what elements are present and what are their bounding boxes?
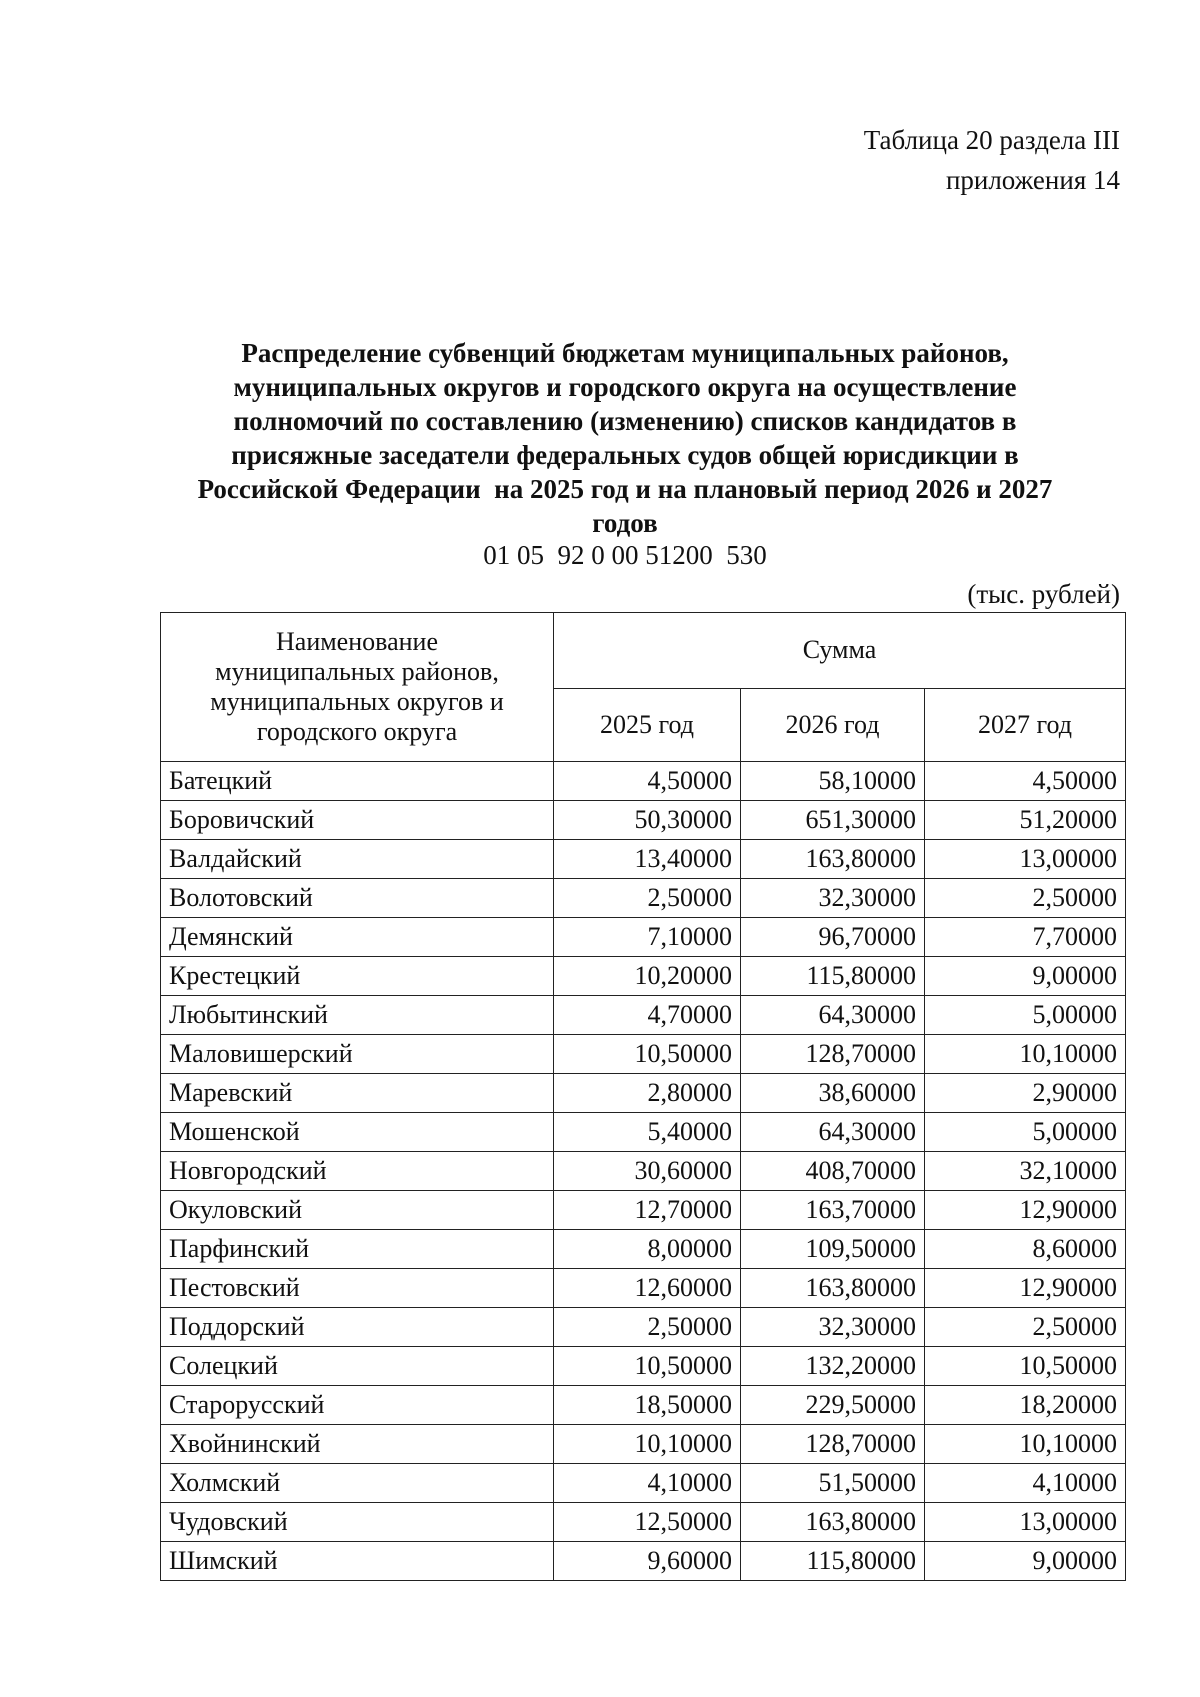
district-name: Валдайский xyxy=(161,840,554,879)
district-name: Крестецкий xyxy=(161,957,554,996)
amount-2026: 229,50000 xyxy=(741,1386,925,1425)
amount-2026: 64,30000 xyxy=(741,996,925,1035)
amount-2027: 4,10000 xyxy=(925,1464,1126,1503)
amount-2026: 51,50000 xyxy=(741,1464,925,1503)
district-name: Чудовский xyxy=(161,1503,554,1542)
amount-2025: 18,50000 xyxy=(554,1386,741,1425)
amount-2025: 50,30000 xyxy=(554,801,741,840)
amount-2027: 13,00000 xyxy=(925,1503,1126,1542)
amount-2025: 5,40000 xyxy=(554,1113,741,1152)
amount-2025: 4,70000 xyxy=(554,996,741,1035)
budget-classification-code: 01 05 92 0 00 51200 530 xyxy=(483,540,767,570)
table-reference-line-2: приложения 14 xyxy=(945,165,1120,195)
header-line: Наименование xyxy=(276,627,438,656)
district-name: Пестовский xyxy=(161,1269,554,1308)
table-row xyxy=(161,840,1126,879)
column-header-2027: 2027 год xyxy=(925,688,1126,762)
title-line: Российской Федерации на 2025 год и на плановый период 2026 и 2027 xyxy=(197,474,1053,504)
amount-2027: 13,00000 xyxy=(925,840,1126,879)
amount-2025: 12,50000 xyxy=(554,1503,741,1542)
table-row xyxy=(161,1035,1126,1074)
table-row xyxy=(161,1503,1126,1542)
district-name: Шимский xyxy=(161,1542,554,1581)
amount-2026: 163,80000 xyxy=(741,840,925,879)
amount-2025: 10,10000 xyxy=(554,1425,741,1464)
table-row xyxy=(161,957,1126,996)
amount-2026: 163,70000 xyxy=(741,1191,925,1230)
amount-2027: 12,90000 xyxy=(925,1269,1126,1308)
amount-2027: 51,20000 xyxy=(925,801,1126,840)
amount-2026: 32,30000 xyxy=(741,1308,925,1347)
district-name: Маревский xyxy=(161,1074,554,1113)
amount-2026: 58,10000 xyxy=(741,762,925,801)
column-header-name xyxy=(161,613,554,762)
table-row xyxy=(161,1308,1126,1347)
amount-2026: 128,70000 xyxy=(741,1425,925,1464)
district-name: Батецкий xyxy=(161,762,554,801)
table-row xyxy=(161,918,1126,957)
title-line: присяжные заседатели федеральных судов общей юрисдикции в xyxy=(231,440,1019,470)
table-row xyxy=(161,1542,1126,1581)
amount-2025: 9,60000 xyxy=(554,1542,741,1581)
district-name: Мошенской xyxy=(161,1113,554,1152)
amount-2026: 651,30000 xyxy=(741,801,925,840)
column-header-2026: 2026 год xyxy=(741,688,925,762)
amount-2026: 109,50000 xyxy=(741,1230,925,1269)
district-name: Боровичский xyxy=(161,801,554,840)
amount-2027: 5,00000 xyxy=(925,1113,1126,1152)
amount-2027: 9,00000 xyxy=(925,1542,1126,1581)
header-line: городского округа xyxy=(256,717,458,746)
amount-2025: 12,70000 xyxy=(554,1191,741,1230)
district-name: Демянский xyxy=(161,918,554,957)
table-row xyxy=(161,1113,1126,1152)
amount-2027: 10,10000 xyxy=(925,1035,1126,1074)
amount-2025: 12,60000 xyxy=(554,1269,741,1308)
amount-2026: 408,70000 xyxy=(741,1152,925,1191)
table-row xyxy=(161,1347,1126,1386)
table-row xyxy=(161,996,1126,1035)
table-row xyxy=(161,1425,1126,1464)
title-line: годов xyxy=(592,508,658,538)
amount-2027: 8,60000 xyxy=(925,1230,1126,1269)
district-name: Окуловский xyxy=(161,1191,554,1230)
amount-2025: 10,20000 xyxy=(554,957,741,996)
amount-2026: 132,20000 xyxy=(741,1347,925,1386)
document-title xyxy=(160,336,1090,540)
amount-2026: 115,80000 xyxy=(741,1542,925,1581)
amount-2025: 2,80000 xyxy=(554,1074,741,1113)
amount-2027: 7,70000 xyxy=(925,918,1126,957)
table-row xyxy=(161,1269,1126,1308)
column-header-2025: 2025 год xyxy=(554,688,741,762)
title-line: муниципальных округов и городского округа на осуществление xyxy=(233,372,1017,402)
amount-2027: 2,50000 xyxy=(925,879,1126,918)
district-name: Маловишерский xyxy=(161,1035,554,1074)
amount-2025: 2,50000 xyxy=(554,1308,741,1347)
amount-2026: 32,30000 xyxy=(741,879,925,918)
amount-2027: 9,00000 xyxy=(925,957,1126,996)
amount-2025: 4,50000 xyxy=(554,762,741,801)
district-name: Волотовский xyxy=(161,879,554,918)
amount-2025: 4,10000 xyxy=(554,1464,741,1503)
amount-2027: 4,50000 xyxy=(925,762,1126,801)
column-header-sum: Сумма xyxy=(554,613,1126,689)
units-label: (тыс. рублей) xyxy=(967,579,1120,609)
amount-2026: 128,70000 xyxy=(741,1035,925,1074)
amount-2025: 13,40000 xyxy=(554,840,741,879)
subvention-table xyxy=(160,612,1126,1581)
district-name: Хвойнинский xyxy=(161,1425,554,1464)
district-name: Новгородский xyxy=(161,1152,554,1191)
table-reference-line-1: Таблица 20 раздела III xyxy=(863,125,1120,155)
header-line: муниципальных районов, xyxy=(215,657,499,686)
amount-2026: 163,80000 xyxy=(741,1269,925,1308)
table-row xyxy=(161,801,1126,840)
table-row xyxy=(161,1464,1126,1503)
header-line: муниципальных округов и xyxy=(210,687,504,716)
district-name: Солецкий xyxy=(161,1347,554,1386)
table-row xyxy=(161,879,1126,918)
amount-2027: 5,00000 xyxy=(925,996,1126,1035)
table-row xyxy=(161,1230,1126,1269)
table-reference xyxy=(864,120,1120,200)
amount-2026: 163,80000 xyxy=(741,1503,925,1542)
district-name: Поддорский xyxy=(161,1308,554,1347)
amount-2027: 10,10000 xyxy=(925,1425,1126,1464)
district-name: Старорусский xyxy=(161,1386,554,1425)
amount-2025: 7,10000 xyxy=(554,918,741,957)
amount-2025: 10,50000 xyxy=(554,1347,741,1386)
amount-2026: 38,60000 xyxy=(741,1074,925,1113)
amount-2026: 96,70000 xyxy=(741,918,925,957)
district-name: Парфинский xyxy=(161,1230,554,1269)
amount-2027: 32,10000 xyxy=(925,1152,1126,1191)
table-row xyxy=(161,1152,1126,1191)
table-row xyxy=(161,1386,1126,1425)
amount-2026: 64,30000 xyxy=(741,1113,925,1152)
amount-2025: 10,50000 xyxy=(554,1035,741,1074)
amount-2027: 2,50000 xyxy=(925,1308,1126,1347)
amount-2025: 8,00000 xyxy=(554,1230,741,1269)
amount-2026: 115,80000 xyxy=(741,957,925,996)
table-row xyxy=(161,1191,1126,1230)
district-name: Любытинский xyxy=(161,996,554,1035)
amount-2027: 2,90000 xyxy=(925,1074,1126,1113)
amount-2027: 18,20000 xyxy=(925,1386,1126,1425)
district-name: Холмский xyxy=(161,1464,554,1503)
title-line: Распределение субвенций бюджетам муниципальных районов, xyxy=(241,338,1009,368)
table-row xyxy=(161,1074,1126,1113)
amount-2027: 10,50000 xyxy=(925,1347,1126,1386)
table-row xyxy=(161,762,1126,801)
amount-2025: 30,60000 xyxy=(554,1152,741,1191)
title-line: полномочий по составлению (изменению) списков кандидатов в xyxy=(233,406,1017,436)
amount-2027: 12,90000 xyxy=(925,1191,1126,1230)
amount-2025: 2,50000 xyxy=(554,879,741,918)
